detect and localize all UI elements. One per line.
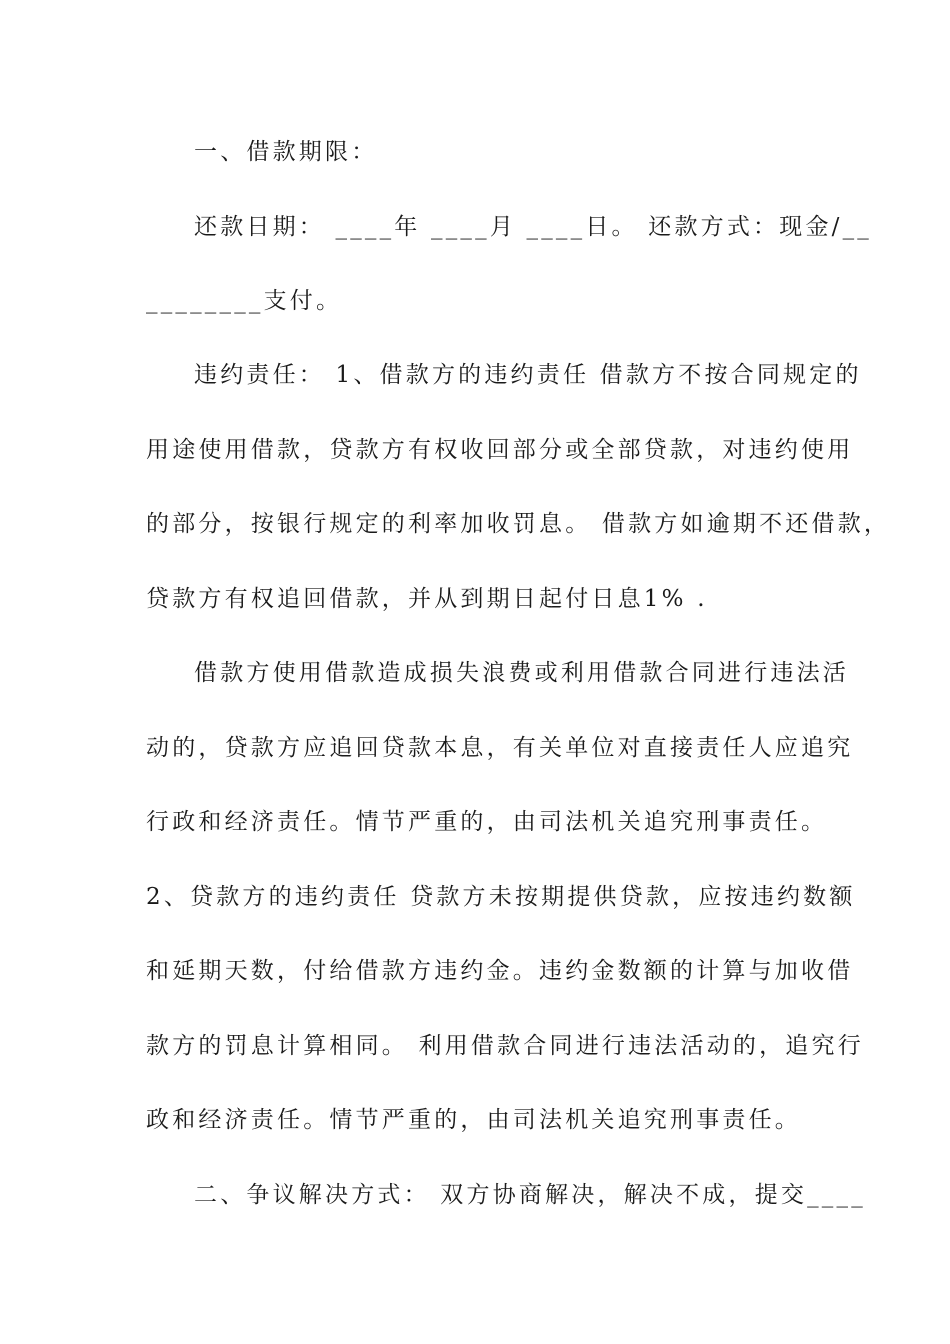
section-heading-dispute-resolution: 二、争议解决方式： 双方协商解决，解决不成，提交____ — [194, 1182, 866, 1208]
lender-liability-line: 2、贷款方的违约责任 贷款方未按期提供贷款，应按违约数额 — [146, 884, 856, 910]
section-heading-loan-term: 一、借款期限： — [194, 139, 378, 165]
repayment-date-line: 还款日期： ____年 ____月 ____日。 还款方式：现金/__ — [194, 214, 872, 240]
payment-method-line: ________支付。 — [146, 288, 343, 314]
paragraph-line: 政和经济责任。情节严重的，由司法机关追究刑事责任。 — [146, 1107, 801, 1133]
paragraph-line: 款方的罚息计算相同。 利用借款合同进行违法活动的，追究行 — [146, 1033, 864, 1059]
paragraph-line: 的部分，按银行规定的利率加收罚息。 借款方如逾期不还借款， — [146, 511, 891, 537]
paragraph-line: 用途使用借款，贷款方有权收回部分或全部贷款，对违约使用 — [146, 437, 854, 463]
paragraph-line: 行政和经济责任。情节严重的，由司法机关追究刑事责任。 — [146, 809, 828, 835]
paragraph-line: 和延期天数，付给借款方违约金。违约金数额的计算与加收借 — [146, 958, 854, 984]
paragraph-line: 贷款方有权追回借款，并从到期日起付日息1% . — [146, 586, 708, 612]
paragraph-line: 动的，贷款方应追回贷款本息，有关单位对直接责任人应追究 — [146, 735, 854, 761]
paragraph-line: 借款方使用借款造成损失浪费或利用借款合同进行违法活 — [194, 660, 849, 686]
breach-liability-line: 违约责任： 1、借款方的违约责任 借款方不按合同规定的 — [194, 362, 862, 388]
